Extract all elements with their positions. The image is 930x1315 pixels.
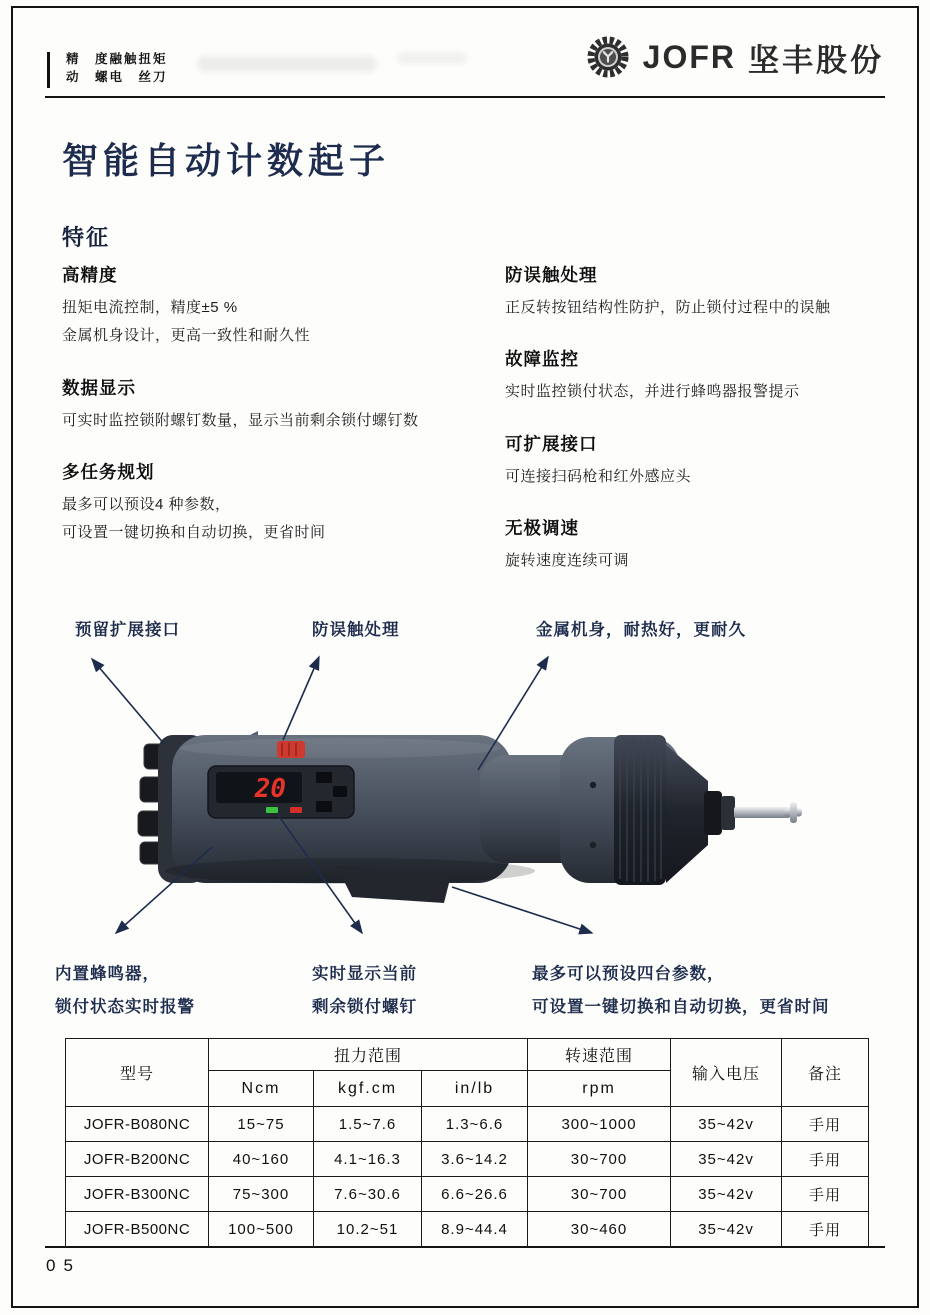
spec-cell: 手用 xyxy=(782,1177,869,1212)
spec-table xyxy=(65,1038,869,1247)
page-number: 05 xyxy=(46,1256,81,1275)
col-header-model: 型号 xyxy=(66,1039,209,1107)
spec-cell: 4.1~16.3 xyxy=(314,1142,422,1177)
callout-expansion-port: 预留扩展接口 xyxy=(75,621,180,639)
callout-line: 内置蜂鸣器， xyxy=(55,965,160,983)
panel-button xyxy=(316,801,332,812)
spec-cell: 3.6~14.2 xyxy=(422,1142,528,1177)
callout-metal-body: 金属机身，耐热好，更耐久 xyxy=(536,621,746,639)
footer-rule xyxy=(45,1246,885,1248)
spec-cell: 手用 xyxy=(782,1142,869,1177)
bit-shaft xyxy=(734,807,790,818)
callout-line: 可设置一键切换和自动切换，更省时间 xyxy=(532,998,830,1016)
callout-mistouch: 防误触处理 xyxy=(312,621,400,639)
knurled-collar xyxy=(614,735,666,885)
table-row xyxy=(66,1142,869,1177)
col-header-voltage: 输入电压 xyxy=(671,1039,782,1107)
feature-title: 故障监控 xyxy=(505,349,579,370)
spec-cell: 手用 xyxy=(782,1107,869,1142)
display-panel xyxy=(208,766,354,818)
arrow-presets xyxy=(452,887,592,933)
page-title: 智能自动计数起子 xyxy=(62,140,391,181)
spec-cell: 35~42v xyxy=(671,1177,782,1212)
callout-line: 最多可以预设四台参数， xyxy=(532,965,725,983)
spec-cell: 10.2~51 xyxy=(314,1212,422,1247)
header-rule xyxy=(45,96,885,98)
feature-multitask xyxy=(62,459,482,545)
tagline-line-1: 精 度融触扭矩 xyxy=(66,52,168,66)
tagline-divider xyxy=(47,52,50,88)
feature-line: 旋转速度连续可调 xyxy=(505,551,630,569)
feature-line: 实时监控锁付状态，并进行蜂鸣器报警提示 xyxy=(505,383,800,401)
model-cell: JOFR-B080NC xyxy=(66,1107,209,1142)
spec-cell: 1.5~7.6 xyxy=(314,1107,422,1142)
spec-cell: 30~460 xyxy=(528,1212,671,1247)
screwdriver xyxy=(138,731,802,903)
feature-line: 扭矩电流控制，精度±5 % xyxy=(62,299,238,316)
spec-cell: 100~500 xyxy=(209,1212,314,1247)
spec-cell: 7.6~30.6 xyxy=(314,1177,422,1212)
feature-line: 可设置一键切换和自动切换，更省时间 xyxy=(62,524,326,541)
spec-cell: 75~300 xyxy=(209,1177,314,1212)
brand-company: 坚丰股份 xyxy=(748,42,884,78)
spec-cell: 35~42v xyxy=(671,1107,782,1142)
unit-inlb: in/lb xyxy=(422,1071,528,1107)
unit-kgfcm: kgf.cm xyxy=(314,1071,422,1107)
brand-name: JOFR xyxy=(642,38,736,75)
spec-cell: 8.9~44.4 xyxy=(422,1212,528,1247)
feature-title: 数据显示 xyxy=(62,377,136,398)
spec-cell: 30~700 xyxy=(528,1142,671,1177)
header-tagline xyxy=(47,50,168,88)
print-smudge xyxy=(197,56,377,72)
feature-title: 多任务规划 xyxy=(62,461,155,482)
panel-button xyxy=(333,786,347,797)
feature-fault-monitor xyxy=(505,346,905,403)
feature-title: 高精度 xyxy=(62,265,118,285)
spec-cell: 35~42v xyxy=(671,1212,782,1247)
model-cell: JOFR-B200NC xyxy=(66,1142,209,1177)
spec-cell: 30~700 xyxy=(528,1177,671,1212)
col-header-torque: 扭力范围 xyxy=(209,1039,528,1071)
spec-cell: 6.6~26.6 xyxy=(422,1177,528,1212)
arrow-mistouch xyxy=(283,657,319,740)
table-row xyxy=(66,1177,869,1212)
brand-logo xyxy=(585,34,884,80)
feature-line: 可实时监控锁附螺钉数量，显示当前剩余锁付螺钉数 xyxy=(62,411,419,429)
feature-line: 正反转按钮结构性防护，防止锁付过程中的误触 xyxy=(505,299,831,316)
feature-title: 防误触处理 xyxy=(505,265,598,285)
phillips-tip xyxy=(784,802,802,823)
product-hero xyxy=(0,600,930,1040)
green-led xyxy=(266,807,278,813)
nose-cone xyxy=(666,745,708,883)
panel-button xyxy=(316,772,332,783)
red-button xyxy=(277,741,305,758)
features-right-column xyxy=(505,262,905,599)
feature-stepless-speed xyxy=(505,515,905,572)
feature-line: 可连接扫码枪和红外感应头 xyxy=(505,467,692,485)
feature-expandable-port xyxy=(505,431,905,488)
tagline-line-2: 动 螺电 丝刀 xyxy=(66,70,168,85)
gear-icon xyxy=(585,34,631,80)
spec-cell: 手用 xyxy=(782,1212,869,1247)
spec-cell: 40~160 xyxy=(209,1142,314,1177)
spec-cell: 1.3~6.6 xyxy=(422,1107,528,1142)
feature-data-display xyxy=(62,375,482,432)
arrow-metal-body xyxy=(478,657,548,770)
callout-line: 实时显示当前 xyxy=(312,965,417,983)
spec-cell: 300~1000 xyxy=(528,1107,671,1142)
spec-cell: 15~75 xyxy=(209,1107,314,1142)
features-heading: 特征 xyxy=(62,225,111,250)
product-image xyxy=(40,645,890,945)
table-row xyxy=(66,1107,869,1142)
red-led xyxy=(290,807,302,813)
feature-line: 最多可以预设4 种参数， xyxy=(62,495,231,513)
callout-realtime-display xyxy=(312,958,417,1024)
feature-title: 无极调速 xyxy=(505,517,579,538)
model-cell: JOFR-B300NC xyxy=(66,1177,209,1212)
callout-presets xyxy=(532,958,830,1024)
model-cell: JOFR-B500NC xyxy=(66,1212,209,1247)
table-row xyxy=(66,1212,869,1247)
chuck-ring xyxy=(721,796,735,830)
callout-buzzer xyxy=(55,958,195,1024)
print-smudge xyxy=(397,52,467,64)
chuck xyxy=(704,791,722,835)
feature-mistouch xyxy=(505,262,905,319)
unit-rpm: rpm xyxy=(528,1071,671,1107)
col-header-speed: 转速范围 xyxy=(528,1039,671,1071)
feature-title: 可扩展接口 xyxy=(505,433,598,454)
col-header-remark: 备注 xyxy=(782,1039,869,1107)
features-left-column xyxy=(62,262,482,571)
feature-line: 金属机身设计，更高一致性和耐久性 xyxy=(62,327,311,345)
arrow-expansion-port xyxy=(92,659,165,745)
unit-ncm: Ncm xyxy=(209,1071,314,1107)
callout-line: 剩余锁付螺钉 xyxy=(312,998,417,1016)
feature-high-precision xyxy=(62,262,482,348)
callout-line: 锁付状态实时报警 xyxy=(55,998,195,1016)
counter-display: 20 xyxy=(254,774,286,804)
spec-cell: 35~42v xyxy=(671,1142,782,1177)
